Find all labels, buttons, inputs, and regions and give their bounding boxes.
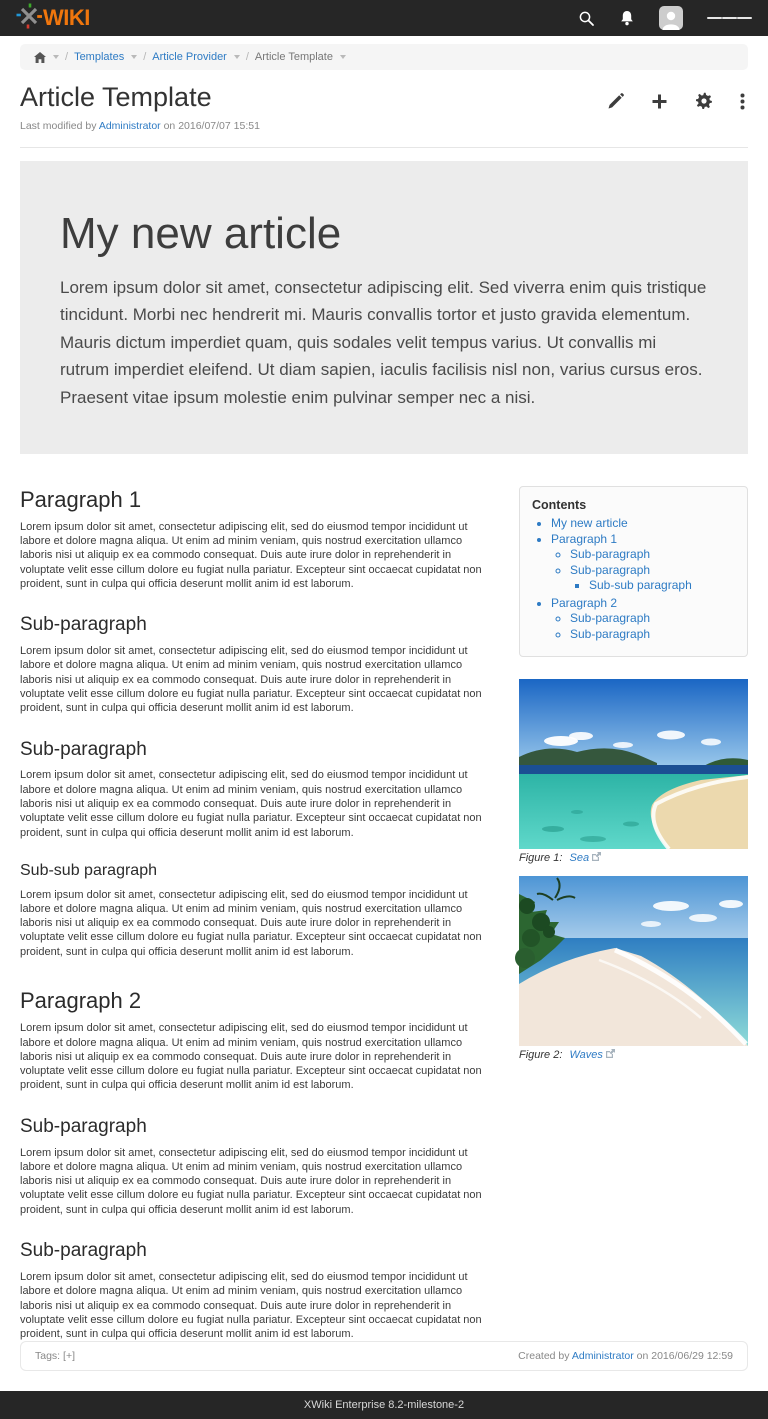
menu-hamburger-icon[interactable] xyxy=(707,14,752,22)
xwiki-logo-text: WIKI xyxy=(43,5,90,30)
toc-link-paragraph-2[interactable]: Paragraph 2 xyxy=(551,595,618,610)
section-heading-sub-paragraph: Sub-paragraph xyxy=(20,1240,147,1262)
toc-link-sub-sub-paragraph[interactable]: Sub-sub paragraph xyxy=(589,577,692,592)
external-link-icon xyxy=(606,1049,615,1061)
home-icon[interactable] xyxy=(34,52,46,63)
section-heading-paragraph-2: Paragraph 2 xyxy=(20,988,142,1014)
modified-user-link[interactable]: Administrator xyxy=(98,119,161,132)
toc-item xyxy=(551,531,735,595)
toc-link-sub-paragraph[interactable]: Sub-paragraph xyxy=(570,562,651,577)
toc-item xyxy=(551,595,735,643)
breadcrumb: / Templates / Article Provider / Article Template xyxy=(20,44,748,70)
figure-1-caption: Figure 1: Sea xyxy=(519,852,748,864)
chevron-down-icon[interactable] xyxy=(53,55,59,59)
section-heading-sub-sub-paragraph: Sub-sub paragraph xyxy=(20,861,157,879)
article-section xyxy=(20,989,486,1093)
article-section xyxy=(20,740,486,840)
chevron-down-icon[interactable] xyxy=(131,55,137,59)
section-heading-sub-paragraph: Sub-paragraph xyxy=(20,614,147,636)
section-body: Lorem ipsum dolor sit amet, consectetur adipiscing elit, sed do eiusmod tempor incididunt ut labore et dolore magna aliqua. Ut enim ad minim veniam, quis nostrud exercitation ullamco laboris nisi ut aliquip ex ea commodo consequat. Duis aute irure dolor in reprehenderit in voluptate velit esse cillum dolore eu fugiat nulla pariatur. Excepteur sint occaecat cupidatat non proident, sunt in culpa qui officia deserunt mollit anim id est laborum. xyxy=(20,1146,482,1216)
breadcrumb-item-article-template: Article Template xyxy=(254,51,333,63)
section-heading-sub-paragraph: Sub-paragraph xyxy=(20,738,147,760)
toc-link-sub-paragraph[interactable]: Sub-paragraph xyxy=(570,546,651,561)
created-user-link[interactable]: Administrator xyxy=(571,1350,634,1363)
breadcrumb-item-templates[interactable]: Templates xyxy=(74,51,125,63)
more-kebab-icon[interactable] xyxy=(740,92,745,110)
notifications-bell-icon[interactable] xyxy=(619,10,635,27)
chevron-down-icon[interactable] xyxy=(234,55,240,59)
section-body: Lorem ipsum dolor sit amet, consectetur adipiscing elit, sed do eiusmod tempor incididunt ut labore et dolore magna aliqua. Ut enim ad minim veniam, quis nostrud exercitation ullamco laboris nisi ut aliquip ex ea commodo consequat. Duis aute irure dolor in reprehenderit in voluptate velit esse cillum dolore eu fugiat nulla pariatur. Excepteur sint occaecat cupidatat non proident, sunt in culpa qui officia deserunt mollit anim id est laborum. xyxy=(20,1022,482,1092)
page-body xyxy=(0,36,768,1391)
figure-2-link[interactable]: Waves xyxy=(569,1048,603,1061)
section-body: Lorem ipsum dolor sit amet, consectetur adipiscing elit, sed do eiusmod tempor incididunt ut labore et dolore magna aliqua. Ut enim ad minim veniam, quis nostrud exercitation ullamco laboris nisi ut aliquip ex ea commodo consequat. Duis aute irure dolor in reprehenderit in voluptate velit esse cillum dolore eu fugiat nulla pariatur. Excepteur sint occaecat cupidatat non proident, sunt in culpa qui officia deserunt mollit anim id est laborum. xyxy=(20,888,482,958)
contents-title: Contents xyxy=(532,497,587,512)
add-tag-button[interactable]: [+] xyxy=(63,1350,75,1363)
created-info: Created by Administrator on 2016/06/29 12:59 xyxy=(518,1350,733,1363)
document-info-bar xyxy=(20,1341,748,1371)
version-text: XWiki Enterprise 8.2-milestone-2 xyxy=(303,1399,465,1412)
last-modified-line: Last modified by Administrator on 2016/07/07 15:51 xyxy=(20,119,260,132)
contents-panel xyxy=(519,486,748,657)
toc-link-my-new-article[interactable]: My new article xyxy=(551,515,628,530)
article-section xyxy=(20,488,486,592)
xwiki-logo-mark-icon xyxy=(16,3,42,34)
toc-link-sub-paragraph[interactable]: Sub-paragraph xyxy=(570,626,651,641)
top-navbar xyxy=(0,0,768,36)
section-body: Lorem ipsum dolor sit amet, consectetur adipiscing elit, sed do eiusmod tempor incididunt ut labore et dolore magna aliqua. Ut enim ad minim veniam, quis nostrud exercitation ullamco laboris nisi ut aliquip ex ea commodo consequat. Duis aute irure dolor in reprehenderit in voluptate velit esse cillum dolore eu fugiat nulla pariatur. Excepteur sint occaecat cupidatat non proident, sunt in culpa qui officia deserunt mollit anim id est laborum. xyxy=(20,520,482,590)
toc-item xyxy=(551,515,735,531)
page-title: Article Template xyxy=(20,82,212,112)
figure-1-sea-image[interactable] xyxy=(519,679,748,849)
article-section xyxy=(20,615,486,715)
figure-2-waves-image[interactable] xyxy=(519,876,748,1046)
external-link-icon xyxy=(592,852,601,864)
article-hero xyxy=(20,161,748,454)
article-section xyxy=(20,862,486,959)
toc-link-paragraph-1[interactable]: Paragraph 1 xyxy=(551,531,618,546)
figure-1 xyxy=(519,679,748,864)
tags-label: Tags: xyxy=(35,1350,61,1363)
section-heading-sub-paragraph: Sub-paragraph xyxy=(20,1115,147,1137)
article-hero-text: Lorem ipsum dolor sit amet, consectetur adipiscing elit. Sed viverra enim quis tristique tincidunt. Morbi nec hendrerit mi. Mauris convallis tortor et justo gravida elementum. Mauris dictum imperdiet quam, quis sodales velit tempus varius. Ut convallis mi rutrum imperdiet eleifend. Ut diam sapien, iaculis facilisis nisl non, varius cursus eros. Praesent vitae ipsum molestie enim pulvinar semper nec a nisi. xyxy=(60,277,707,407)
section-body: Lorem ipsum dolor sit amet, consectetur adipiscing elit, sed do eiusmod tempor incididunt ut labore et dolore magna aliqua. Ut enim ad minim veniam, quis nostrud exercitation ullamco laboris nisi ut aliquip ex ea commodo consequat. Duis aute irure dolor in reprehenderit in voluptate velit esse cillum dolore eu fugiat nulla pariatur. Excepteur sint occaecat cupidatat non proident, sunt in culpa qui officia deserunt mollit anim id est laborum. xyxy=(20,1270,482,1341)
settings-gear-icon[interactable] xyxy=(695,92,713,110)
toc-item xyxy=(589,577,735,593)
page-actions xyxy=(607,83,748,110)
chevron-down-icon[interactable] xyxy=(340,55,346,59)
toc-item xyxy=(570,562,735,594)
article-section xyxy=(20,1117,486,1217)
user-avatar[interactable] xyxy=(659,6,683,30)
figure-2-caption: Figure 2: Waves xyxy=(519,1049,748,1061)
article-content xyxy=(20,486,486,1342)
xwiki-logo[interactable] xyxy=(16,3,90,34)
toc-item xyxy=(570,546,735,562)
toc-item xyxy=(570,626,735,642)
version-footer xyxy=(0,1391,768,1419)
section-heading-paragraph-1: Paragraph 1 xyxy=(20,486,142,512)
article-section xyxy=(20,1241,486,1341)
edit-pencil-icon[interactable] xyxy=(607,92,624,110)
figure-2 xyxy=(519,876,748,1061)
search-icon[interactable] xyxy=(578,10,595,27)
add-plus-icon[interactable] xyxy=(651,92,668,110)
section-body: Lorem ipsum dolor sit amet, consectetur adipiscing elit, sed do eiusmod tempor incididunt ut labore et dolore magna aliqua. Ut enim ad minim veniam, quis nostrud exercitation ullamco laboris nisi ut aliquip ex ea commodo consequat. Duis aute irure dolor in reprehenderit in voluptate velit esse cillum dolore eu fugiat nulla pariatur. Excepteur sint occaecat cupidatat non proident, sunt in culpa qui officia deserunt mollit anim id est laborum. xyxy=(20,645,482,715)
toc-link-sub-paragraph[interactable]: Sub-paragraph xyxy=(570,610,651,625)
section-body: Lorem ipsum dolor sit amet, consectetur adipiscing elit, sed do eiusmod tempor incididunt ut labore et dolore magna aliqua. Ut enim ad minim veniam, quis nostrud exercitation ullamco laboris nisi ut aliquip ex ea commodo consequat. Duis aute irure dolor in reprehenderit in voluptate velit esse cillum dolore eu fugiat nulla pariatur. Excepteur sint occaecat cupidatat non proident, sunt in culpa qui officia deserunt mollit anim id est laborum. xyxy=(20,769,482,839)
article-hero-title: My new article xyxy=(60,208,342,258)
breadcrumb-item-article-provider[interactable]: Article Provider xyxy=(152,51,227,63)
toc-item xyxy=(570,610,735,626)
figure-1-link[interactable]: Sea xyxy=(569,851,590,864)
tags-area xyxy=(35,1350,75,1362)
sidebar xyxy=(519,486,748,1061)
